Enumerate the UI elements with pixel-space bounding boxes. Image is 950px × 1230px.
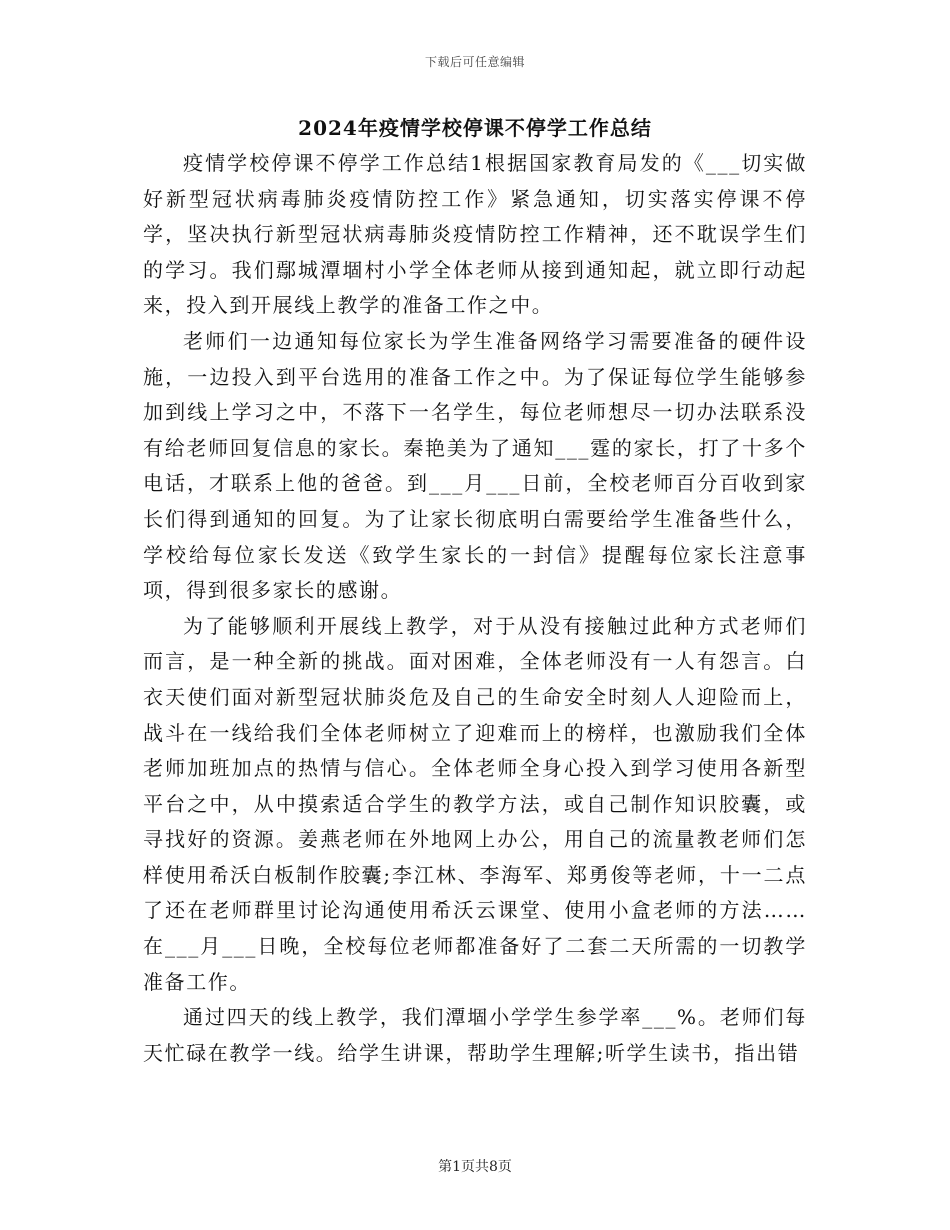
paragraph: 疫情学校停课不停学工作总结1根据国家教育局发的《___切实做好新型冠状病毒肺炎疫情防控工作》紧急通知，切实落实停课不停学，坚决执行新型冠状病毒肺炎疫情防控工作精神，还不耽误学生们的学习。我们鄢城潭堌村小学全体老师从接到通知起，就立即行动起来，投入到开展线上教学的准备工作之中。 [143,151,807,318]
paragraph: 通过四天的线上教学，我们潭堌小学学生参学率___%。老师们每天忙碌在教学一线。给学生讲课，帮助学生理解;听学生读书，指出错 [143,1005,807,1065]
header-note: 下载后可任意编辑 [424,55,525,69]
page-number: 第1页共8页 [438,1159,512,1175]
document-title: 2024年疫情学校停课不停学工作总结 [298,116,652,140]
document-body [143,146,807,1071]
paragraph: 老师们一边通知每位家长为学生准备网络学习需要准备的硬件设施，一边投入到平台选用的准备工作之中。为了保证每位学生能够参加到线上学习之中，不落下一名学生，每位老师想尽一切办法联系没有给老师回复信息的家长。秦艳美为了通知___霆的家长，打了十多个电话，才联系上他的爸爸。到___月___日前，全校老师百分百收到家长们得到通知的回复。为了让家长彻底明白需要给学生准备些什么，学校给每位家长发送《致学生家长的一封信》提醒每位家长注意事项，得到很多家长的感谢。 [143,328,807,603]
paragraph: 为了能够顺利开展线上教学，对于从没有接触过此种方式老师们而言，是一种全新的挑战。面对困难，全体老师没有一人有怨言。白衣天使们面对新型冠状肺炎危及自己的生命安全时刻人人迎险而上，战斗在一线给我们全体老师树立了迎难而上的榜样，也激励我们全体老师加班加点的热情与信心。全体老师全身心投入到学习使用各新型平台之中，从中摸索适合学生的教学方法，或自己制作知识胶囊，或寻找好的资源。姜燕老师在外地网上办公，用自己的流量教老师们怎样使用希沃白板制作胶囊;李江林、李海军、郑勇俊等老师，十一二点了还在老师群里讨论沟通使用希沃云课堂、使用小盒老师的方法……在___月___日晚，全校每位老师都准备好了二套二天所需的一切教学准备工作。 [143,613,807,994]
